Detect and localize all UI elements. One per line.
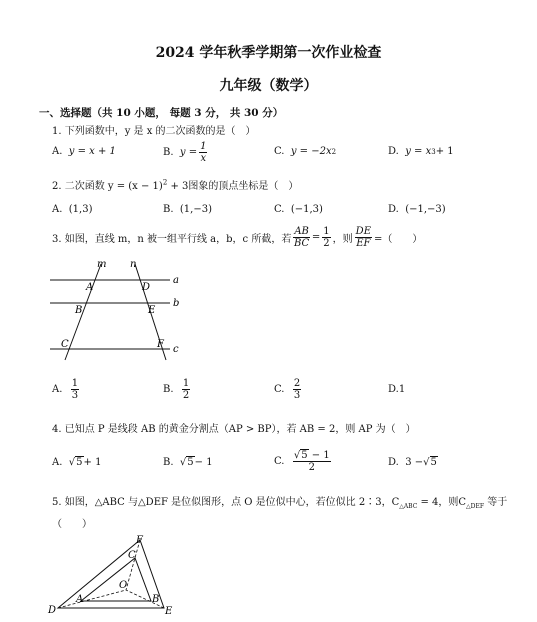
denominator: 3	[71, 390, 79, 401]
fraction	[293, 226, 310, 249]
numerator: 1	[323, 226, 330, 237]
stem-part: + 3图象的顶点坐标是（ ）	[167, 181, 299, 192]
option-text: (1,−3)	[179, 204, 212, 215]
question-2-stem	[52, 177, 298, 192]
label-c: c	[173, 344, 179, 355]
numerator: 2	[293, 378, 301, 389]
q2-option-b	[163, 204, 212, 215]
fraction	[355, 226, 372, 249]
option-label: A.	[52, 384, 63, 395]
sqrt-sign: √	[68, 456, 76, 468]
q1-option-a	[52, 146, 116, 157]
label-C: C	[61, 339, 69, 350]
option-label: D.	[388, 204, 399, 215]
stem-part: 5. 如图，△ABC 与△DEF 是位似图形，点 O 是位似中心，若位似比 2∶3，C	[52, 497, 400, 508]
page-subtitle: 九年级（数学）	[219, 78, 318, 94]
subscript: △DEF	[466, 503, 485, 510]
option-text: 3 −	[405, 456, 424, 468]
radicand: 5	[76, 457, 83, 468]
label-A: A	[76, 594, 84, 605]
parallel-lines-figure	[40, 256, 200, 364]
label-B: B	[75, 305, 83, 316]
q1-option-c	[274, 146, 336, 157]
line-m	[65, 264, 101, 360]
label-D: D	[48, 605, 57, 616]
numerator: AB	[294, 226, 309, 237]
question-3-stem	[52, 226, 422, 249]
stem-part: 等于	[484, 497, 508, 508]
option-label: A.	[52, 204, 63, 215]
option-text: (1,3)	[68, 204, 93, 215]
q1-option-b	[163, 141, 209, 164]
option-label: C.	[274, 146, 285, 157]
exponent: 2	[162, 178, 168, 187]
option-label: A.	[52, 456, 63, 468]
fraction	[293, 378, 301, 401]
denominator: 2	[308, 462, 315, 473]
q4-option-b	[163, 456, 213, 468]
option-label: C.	[274, 204, 285, 215]
q3-option-b	[163, 378, 192, 401]
option-label: B.	[163, 204, 174, 215]
option-text: 1	[398, 384, 406, 395]
option-tail: + 1	[435, 146, 454, 157]
option-label: C.	[274, 384, 285, 395]
page-title: 2024 学年秋季学期第一次作业检查	[155, 45, 382, 61]
option-tail: − 1	[308, 450, 330, 461]
sqrt-sign: √	[293, 450, 301, 461]
option-tail: − 1	[194, 456, 213, 468]
option-tail: + 1	[83, 456, 102, 468]
question-4-stem: 4. 已知点 P 是线段 AB 的黄金分割点（AP > BP），若 AB = 2，则 AP 为（ ）	[52, 424, 416, 435]
q3-option-a	[52, 378, 81, 401]
label-D: D	[142, 282, 151, 293]
fraction	[322, 226, 330, 249]
denominator: EF	[356, 238, 371, 249]
label-n: n	[130, 259, 137, 270]
option-label: D.	[388, 384, 399, 395]
section-heading: 一、选择题（共 10 小题， 每题 3 分， 共 30 分）	[39, 107, 284, 119]
label-A: A	[86, 282, 94, 293]
q3-option-c	[274, 378, 303, 401]
option-text: (−1,3)	[290, 204, 323, 215]
fraction	[293, 449, 331, 473]
option-text: y =	[179, 147, 198, 158]
q4-option-a	[52, 456, 101, 468]
question-1-stem: 1. 下列函数中，y 是 x 的二次函数的是（ ）	[52, 126, 256, 137]
option-text: y = −2x	[290, 146, 332, 157]
denominator: 2	[182, 390, 190, 401]
option-label: B.	[163, 384, 174, 395]
q2-option-d	[388, 204, 446, 215]
option-label: C.	[274, 455, 285, 467]
label-F: F	[157, 339, 164, 350]
question-5-blank: （ ）	[52, 519, 92, 530]
stem-part: 3. 如图，直线 m，n 被一组平行线 a，b，c 所截，若	[52, 234, 292, 245]
option-label: B.	[163, 147, 174, 158]
label-O: O	[119, 580, 128, 591]
radicand: 5	[187, 457, 194, 468]
option-label: D.	[388, 146, 399, 157]
option-text: (−1,−3)	[405, 204, 446, 215]
stem-part: ，则	[332, 234, 353, 245]
label-E: E	[148, 305, 156, 316]
denominator: 3	[293, 390, 301, 401]
numerator: 1	[182, 378, 190, 389]
option-label: B.	[163, 456, 174, 468]
fraction	[71, 378, 79, 401]
fraction	[199, 141, 207, 164]
label-C: C	[128, 550, 136, 561]
triangle-ABC	[81, 558, 151, 601]
label-m: m	[97, 259, 107, 270]
question-5-stem	[52, 493, 507, 510]
label-F: F	[136, 535, 143, 546]
numerator: 1	[71, 378, 79, 389]
q4-option-c	[274, 449, 333, 473]
denominator: BC	[294, 238, 310, 249]
q4-option-d	[388, 456, 438, 468]
stem-part: = 4，则C	[417, 497, 467, 508]
q1-option-d	[388, 146, 454, 157]
q2-option-c	[274, 204, 323, 215]
similar-triangles-figure	[44, 534, 184, 620]
sqrt-sign: √	[423, 456, 430, 468]
numerator: 1	[200, 141, 207, 152]
radicand: 5	[301, 450, 308, 461]
denominator: x	[200, 153, 207, 164]
q3-option-d	[388, 384, 405, 395]
fraction	[182, 378, 190, 401]
radicand: 5	[430, 457, 437, 468]
option-text: y = x	[405, 146, 432, 157]
triangle-DEF	[58, 540, 164, 608]
label-B: B	[152, 594, 160, 605]
stem-part: =	[311, 232, 321, 243]
option-label: A.	[52, 146, 63, 157]
numerator	[293, 449, 331, 462]
q2-option-a	[52, 204, 92, 215]
option-label: D.	[388, 456, 399, 468]
exponent: 2	[331, 147, 337, 156]
numerator: DE	[355, 226, 371, 237]
denominator: 2	[323, 238, 330, 249]
stem-part: =（ ）	[374, 234, 423, 245]
label-b: b	[173, 298, 180, 309]
stem-part: 2. 二次函数 y = (x − 1)	[52, 181, 163, 192]
subscript: △ABC	[399, 503, 418, 510]
exponent: 3	[431, 147, 436, 156]
label-a: a	[173, 275, 179, 286]
option-text: y = x + 1	[68, 146, 116, 157]
sqrt-sign: √	[179, 456, 187, 468]
label-E: E	[165, 606, 173, 617]
